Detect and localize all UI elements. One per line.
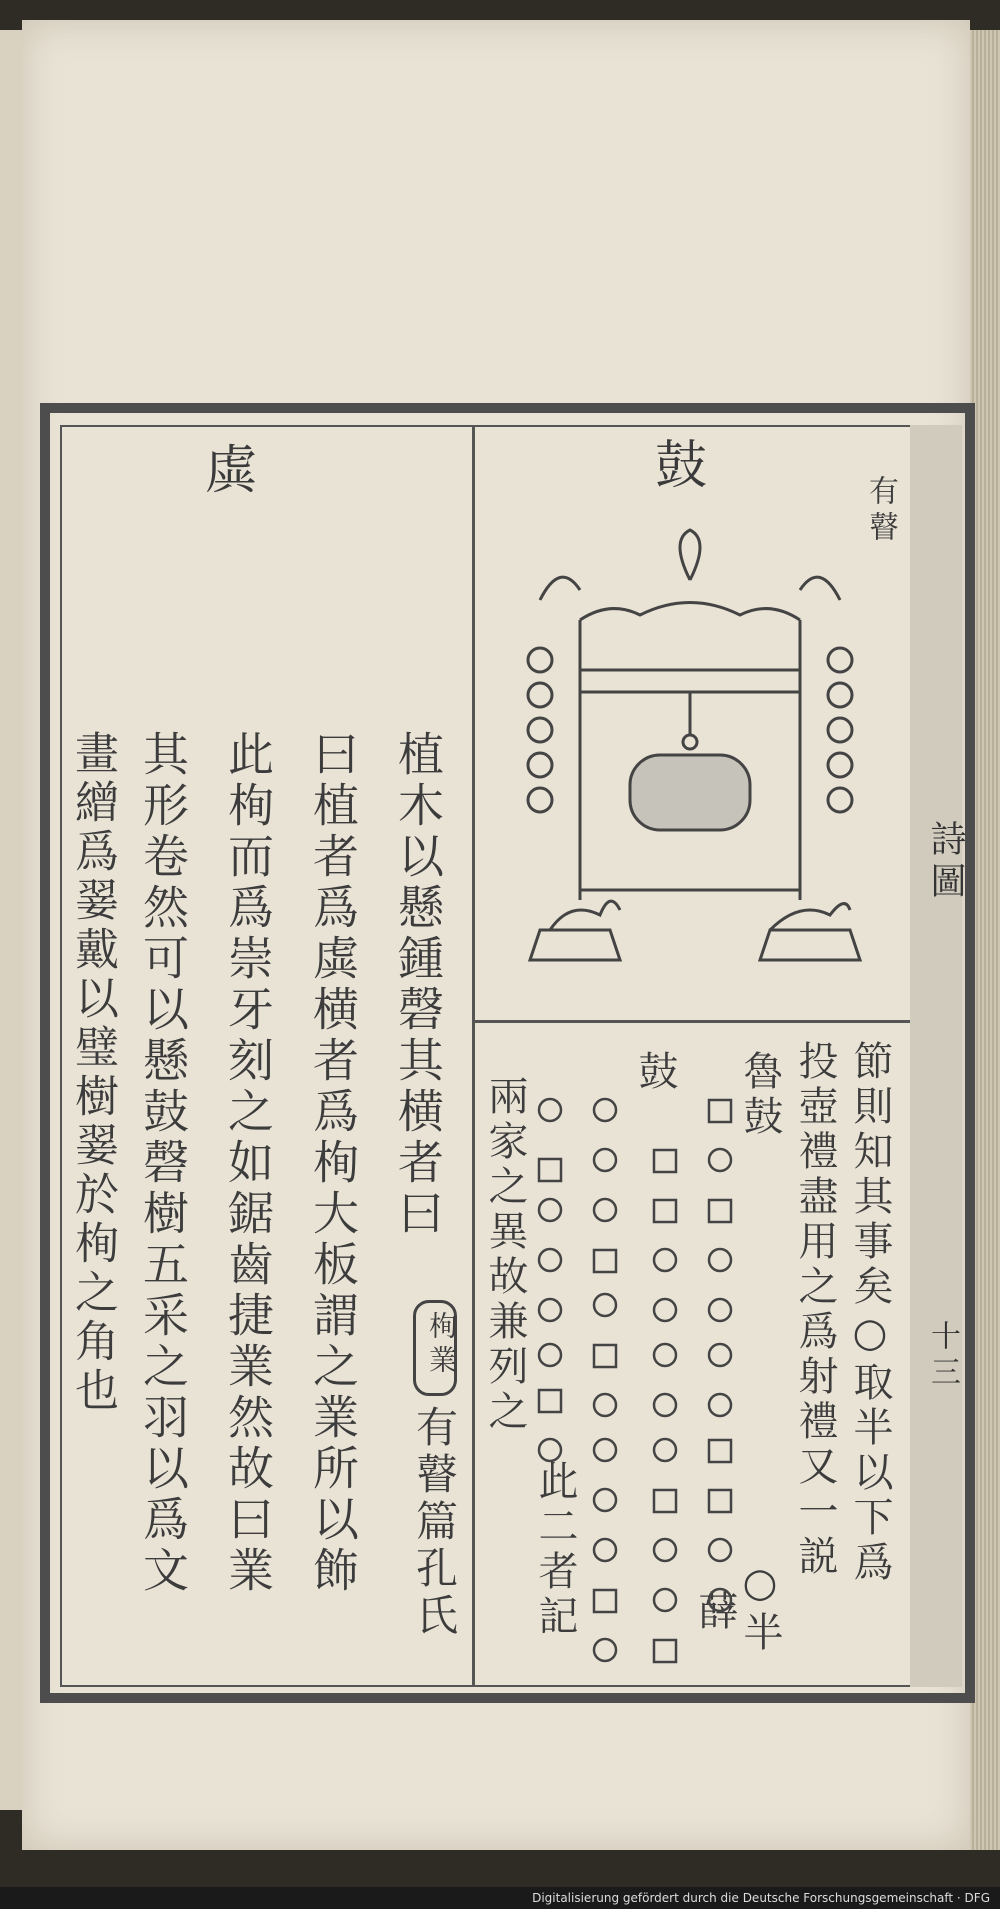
margin-label-page: 十三	[925, 1320, 960, 1392]
right-column-2: 投壺禮盡用之爲射禮又一説	[792, 1040, 838, 1580]
right-tail-2: 薛	[692, 1590, 738, 1635]
seal-text: 栒業	[425, 1311, 458, 1379]
text-column-2: 曰植者爲虡横者爲栒大板謂之業所以飾	[306, 730, 360, 1597]
text-column-1: 植木以懸鍾磬其横者曰	[391, 730, 445, 1240]
right-column-3: 魯鼓	[737, 1050, 783, 1140]
right-title: 鼓	[655, 436, 708, 496]
left-title: 虡	[205, 441, 258, 501]
facing-page-edge	[0, 30, 22, 1810]
digitization-footer: Digitalisierung gefördert durch die Deutsche Forschungsgemeinschaft · DFG	[0, 1887, 1000, 1909]
text-column-4: 其形卷然可以懸鼓磬樹五采之羽以爲文	[136, 730, 190, 1597]
row-divider	[474, 1020, 910, 1023]
right-column-4: 鼓	[632, 1050, 678, 1095]
text-column-5: 畫繒爲翣戴以璧樹翣於栒之角也	[67, 730, 118, 1416]
right-tail-3: 此二者記	[532, 1460, 578, 1640]
drum-illustration	[500, 520, 880, 1000]
text-column-3: 此栒而爲崇牙刻之如鋸齒捷業然故曰業	[221, 730, 275, 1597]
margin-strip	[910, 425, 962, 1687]
side-note: 有瞽	[863, 475, 898, 547]
column-divider	[472, 427, 475, 1685]
right-column-5: 兩家之異故兼列之	[482, 1075, 528, 1435]
text-column-1-tail: 有瞽篇孔氏	[410, 1405, 459, 1640]
rhythm-notation	[530, 1090, 760, 1680]
right-column-1: 節則知其事矣○取半以下爲	[847, 1040, 893, 1586]
margin-label-title: 詩圖	[925, 820, 966, 904]
right-tail-1: ○半	[737, 1560, 783, 1656]
seal-box	[413, 1300, 457, 1396]
